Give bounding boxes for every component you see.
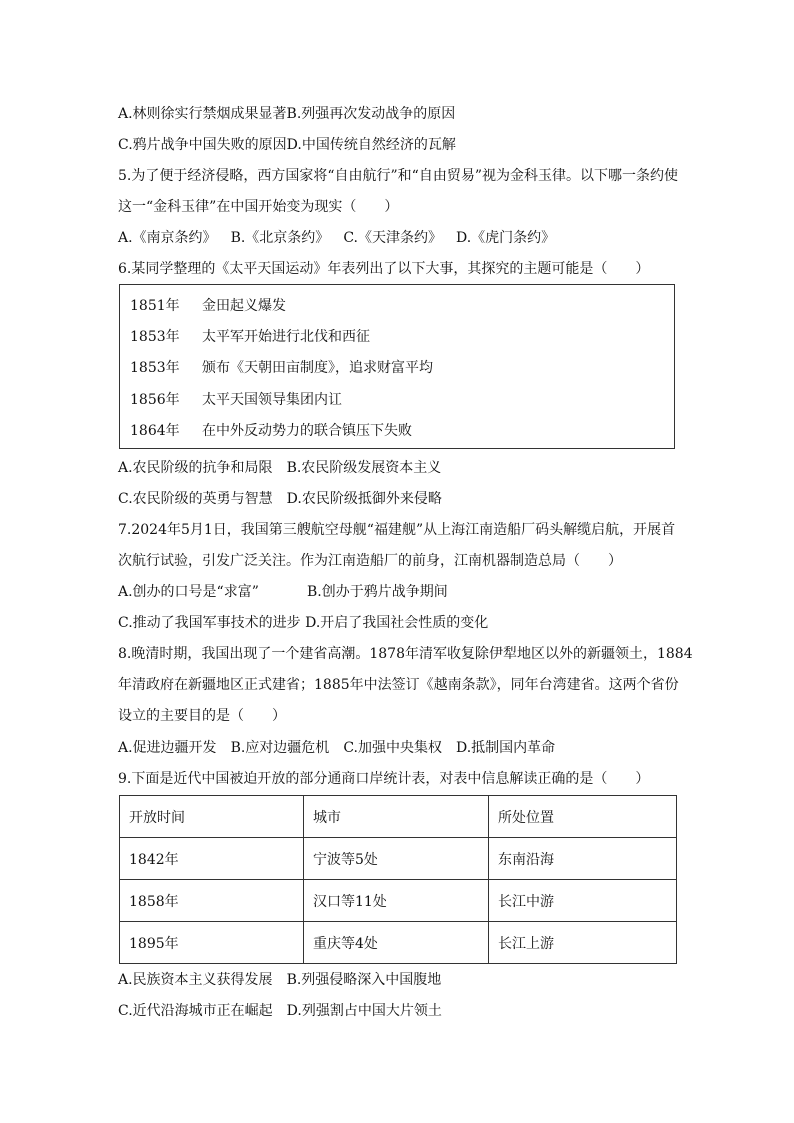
table-header-cell: 城市 <box>304 796 489 838</box>
timeline-row <box>130 358 433 378</box>
q7-options-ab <box>118 582 448 602</box>
ports-table <box>119 795 677 964</box>
q5-option-d: D.《虎门条约》 <box>455 230 556 246</box>
table-cell: 宁波等5处 <box>304 838 489 880</box>
q8-options <box>118 738 555 758</box>
timeline-row <box>130 296 286 316</box>
table-cell: 东南沿海 <box>489 838 677 880</box>
q7-option-a: A.创办的口号是“求富” <box>118 584 259 600</box>
q9-stem: 9.下面是近代中国被迫开放的部分通商口岸统计表，对表中信息解读正确的是（ ） <box>118 771 650 787</box>
q8-stem-line2: 年清政府在新疆地区正式建省；1885年中法签订《越南条款》，同年台湾建省。这两个省份 <box>118 677 679 693</box>
q6-option-c: C.农民阶级的英勇与智慧 <box>118 491 273 507</box>
q9-options-ab <box>118 970 441 990</box>
q6-option-d: D.农民阶级抵御外来侵略 <box>286 491 442 507</box>
timeline-row <box>130 421 412 441</box>
q6-option-a: A.农民阶级的抗争和局限 <box>118 460 273 476</box>
q7-stem-line1: 7.2024年5月1日，我国第三艘航空母舰“福建舰”从上海江南造船厂码头解缆启航，开展首 <box>118 522 676 538</box>
q6-options-cd <box>118 489 442 509</box>
table-row <box>120 880 677 922</box>
timeline-row <box>130 390 342 410</box>
timeline-year: 1853年 <box>130 329 180 345</box>
table-cell: 汉口等11处 <box>304 880 489 922</box>
q5-option-a: A.《南京条约》 <box>118 230 217 246</box>
q6-options-ab <box>118 458 441 478</box>
q9-option-a: A.民族资本主义获得发展 <box>118 972 273 988</box>
table-row <box>120 922 677 964</box>
q4-options-cd: C.鸦片战争中国失败的原因D.中国传统自然经济的瓦解 <box>118 137 456 153</box>
q8-option-a: A.促进边疆开发 <box>118 740 217 756</box>
timeline-year: 1851年 <box>130 298 180 314</box>
timeline-event: 太平天国领导集团内讧 <box>202 392 342 408</box>
table-header-cell: 开放时间 <box>120 796 304 838</box>
table-header-cell: 所处位置 <box>489 796 677 838</box>
table-row <box>120 838 677 880</box>
q7-stem-line2: 次航行试验，引发广泛关注。作为江南造船厂的前身，江南机器制造总局（ ） <box>118 553 622 569</box>
q5-option-b: B.《北京条约》 <box>230 230 330 246</box>
q6-option-b: B.农民阶级发展资本主义 <box>286 460 442 476</box>
q9-option-c: C.近代沿海城市正在崛起 <box>118 1003 273 1019</box>
table-header-row <box>120 796 677 838</box>
timeline-year: 1864年 <box>130 423 180 439</box>
timeline-event: 金田起义爆发 <box>202 298 286 314</box>
q5-stem-line2: 这一“金科玉律”在中国开始变为现实（ ） <box>118 199 399 215</box>
timeline-event: 太平军开始进行北伐和西征 <box>202 329 370 345</box>
q9-option-b: B.列强侵略深入中国腹地 <box>286 972 442 988</box>
q8-stem-line1: 8.晚清时期，我国出现了一个建省高潮。1878年清军收复除伊犁地区以外的新疆领土，1884 <box>118 646 693 662</box>
timeline-event: 在中外反动势力的联合镇压下失败 <box>202 423 412 439</box>
timeline-year: 1856年 <box>130 392 180 408</box>
table-cell: 重庆等4处 <box>304 922 489 964</box>
table-cell: 长江上游 <box>489 922 677 964</box>
q5-stem-line1: 5.为了便于经济侵略，西方国家将“自由航行”和“自由贸易”视为金科玉律。以下哪一条约使 <box>118 168 678 184</box>
q9-options-cd <box>118 1001 442 1021</box>
q6-stem: 6.某同学整理的《太平天国运动》年表列出了以下大事，其探究的主题可能是（ ） <box>118 261 650 277</box>
timeline-year: 1853年 <box>130 360 180 376</box>
q8-stem-line3: 设立的主要目的是（ ） <box>118 708 286 724</box>
table-cell: 1858年 <box>120 880 304 922</box>
table-cell: 1895年 <box>120 922 304 964</box>
q9-option-d: D.列强割占中国大片领土 <box>286 1003 442 1019</box>
q7-options-cd: C.推动了我国军事技术的进步 D.开启了我国社会性质的变化 <box>118 615 489 631</box>
q5-option-c: C.《天津条约》 <box>343 230 442 246</box>
q4-options-ab: A.林则徐实行禁烟成果显著B.列强再次发动战争的原因 <box>118 106 456 122</box>
table-cell: 长江中游 <box>489 880 677 922</box>
table-cell: 1842年 <box>120 838 304 880</box>
q7-option-b: B.创办于鸦片战争期间 <box>307 584 448 600</box>
q5-options <box>118 228 555 248</box>
timeline-event: 颁布《天朝田亩制度》，追求财富平均 <box>202 360 433 376</box>
q6-timeline-box <box>119 284 675 449</box>
q8-option-d: D.抵制国内革命 <box>455 740 556 756</box>
q8-option-b: B.应对边疆危机 <box>230 740 330 756</box>
q8-option-c: C.加强中央集权 <box>343 740 442 756</box>
timeline-row <box>130 327 370 347</box>
